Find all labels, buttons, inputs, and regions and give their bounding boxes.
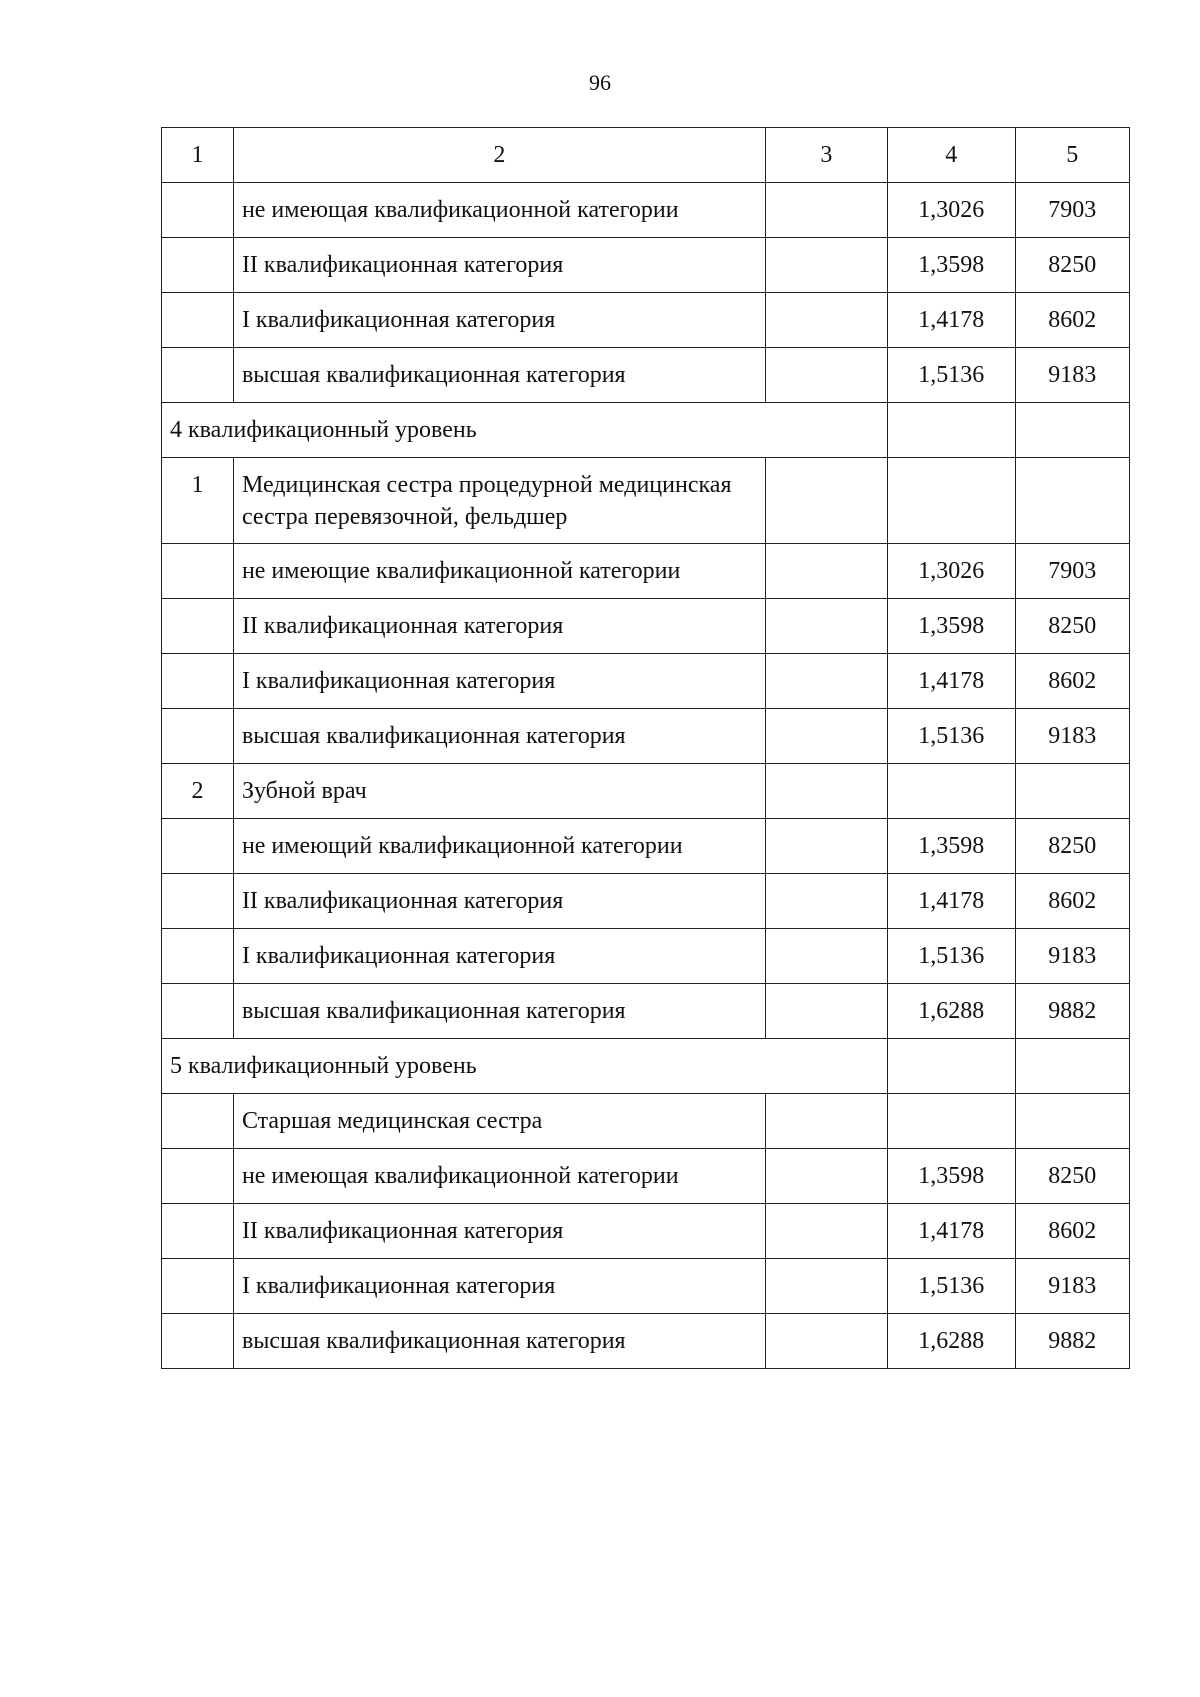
- header-col-2: 2: [233, 128, 765, 183]
- position-name-cell: II квалификационная категория: [233, 1204, 765, 1259]
- salary-cell: 8250: [1015, 1149, 1130, 1204]
- position-name-cell: не имеющая квалификационной категории: [233, 1149, 765, 1204]
- coefficient-cell: 1,5136: [887, 348, 1015, 403]
- row-number-cell: [162, 599, 234, 654]
- table-row: [162, 709, 1130, 764]
- row-number-cell: [162, 1094, 234, 1149]
- column-3-cell: [765, 1094, 887, 1149]
- salary-cell: [1015, 458, 1130, 544]
- row-number-cell: [162, 1314, 234, 1369]
- coefficient-cell: 1,5136: [887, 1259, 1015, 1314]
- row-number-cell: 2: [162, 764, 234, 819]
- position-name-cell: I квалификационная категория: [233, 929, 765, 984]
- column-3-cell: [765, 1259, 887, 1314]
- row-number-cell: [162, 874, 234, 929]
- salary-coefficient-table: [161, 127, 1130, 1369]
- empty-cell: [1015, 403, 1130, 458]
- empty-cell: [887, 403, 1015, 458]
- coefficient-cell: 1,3598: [887, 599, 1015, 654]
- position-name-cell: II квалификационная категория: [233, 599, 765, 654]
- coefficient-cell: 1,4178: [887, 1204, 1015, 1259]
- salary-cell: 9183: [1015, 1259, 1130, 1314]
- salary-cell: 9183: [1015, 709, 1130, 764]
- position-name-cell: высшая квалификационная категория: [233, 1314, 765, 1369]
- salary-cell: 9183: [1015, 929, 1130, 984]
- position-name-cell: I квалификационная категория: [233, 1259, 765, 1314]
- position-name-cell: Зубной врач: [233, 764, 765, 819]
- column-3-cell: [765, 599, 887, 654]
- table-row: [162, 1204, 1130, 1259]
- table-row: [162, 599, 1130, 654]
- row-number-cell: [162, 709, 234, 764]
- salary-cell: 8602: [1015, 1204, 1130, 1259]
- row-number-cell: [162, 348, 234, 403]
- row-number-cell: 1: [162, 458, 234, 544]
- column-3-cell: [765, 293, 887, 348]
- row-number-cell: [162, 1204, 234, 1259]
- position-name-cell: Медицинская сестра процедурной медицинская сестра перевязочной, фельдшер: [233, 458, 765, 544]
- coefficient-cell: 1,6288: [887, 984, 1015, 1039]
- row-number-cell: [162, 183, 234, 238]
- position-name-cell: не имеющая квалификационной категории: [233, 183, 765, 238]
- column-3-cell: [765, 764, 887, 819]
- table-row: [162, 348, 1130, 403]
- row-number-cell: [162, 1259, 234, 1314]
- row-number-cell: [162, 984, 234, 1039]
- coefficient-cell: 1,4178: [887, 293, 1015, 348]
- column-3-cell: [765, 183, 887, 238]
- position-name-cell: не имеющие квалификационной категории: [233, 544, 765, 599]
- column-3-cell: [765, 709, 887, 764]
- empty-cell: [887, 1039, 1015, 1094]
- coefficient-cell: 1,4178: [887, 874, 1015, 929]
- table-row: [162, 183, 1130, 238]
- qualification-level-row: [162, 403, 1130, 458]
- qualification-level-row: [162, 1039, 1130, 1094]
- position-name-cell: I квалификационная категория: [233, 293, 765, 348]
- salary-cell: 8250: [1015, 819, 1130, 874]
- table-row: [162, 238, 1130, 293]
- row-number-cell: [162, 1149, 234, 1204]
- coefficient-cell: [887, 1094, 1015, 1149]
- salary-cell: 9882: [1015, 1314, 1130, 1369]
- row-number-cell: [162, 238, 234, 293]
- table-body: [162, 128, 1130, 1369]
- column-3-cell: [765, 874, 887, 929]
- coefficient-cell: 1,3026: [887, 183, 1015, 238]
- table-row: [162, 819, 1130, 874]
- table-row: [162, 874, 1130, 929]
- column-3-cell: [765, 1314, 887, 1369]
- table-row: [162, 1094, 1130, 1149]
- salary-cell: [1015, 1094, 1130, 1149]
- salary-cell: 8250: [1015, 599, 1130, 654]
- position-name-cell: II квалификационная категория: [233, 874, 765, 929]
- page-number: 96: [589, 70, 611, 95]
- coefficient-cell: [887, 458, 1015, 544]
- row-number-cell: [162, 819, 234, 874]
- column-3-cell: [765, 458, 887, 544]
- salary-cell: 9882: [1015, 984, 1130, 1039]
- coefficient-cell: 1,3598: [887, 238, 1015, 293]
- table-row: [162, 764, 1130, 819]
- coefficient-cell: [887, 764, 1015, 819]
- row-number-cell: [162, 293, 234, 348]
- salary-cell: 8602: [1015, 654, 1130, 709]
- coefficient-cell: 1,4178: [887, 654, 1015, 709]
- salary-cell: 8250: [1015, 238, 1130, 293]
- table-row: [162, 458, 1130, 544]
- coefficient-cell: 1,6288: [887, 1314, 1015, 1369]
- column-3-cell: [765, 819, 887, 874]
- position-name-cell: II квалификационная категория: [233, 238, 765, 293]
- salary-cell: 7903: [1015, 544, 1130, 599]
- table-row: [162, 929, 1130, 984]
- table-row: [162, 1314, 1130, 1369]
- column-3-cell: [765, 929, 887, 984]
- row-number-cell: [162, 929, 234, 984]
- column-3-cell: [765, 1149, 887, 1204]
- qualification-level-label: 4 квалификационный уровень: [162, 403, 888, 458]
- header-col-5: 5: [1015, 128, 1130, 183]
- column-3-cell: [765, 1204, 887, 1259]
- row-number-cell: [162, 544, 234, 599]
- column-3-cell: [765, 238, 887, 293]
- salary-cell: 9183: [1015, 348, 1130, 403]
- table-row: [162, 1259, 1130, 1314]
- table-header-row: [162, 128, 1130, 183]
- qualification-level-label: 5 квалификационный уровень: [162, 1039, 888, 1094]
- salary-cell: 8602: [1015, 293, 1130, 348]
- salary-cell: 7903: [1015, 183, 1130, 238]
- column-3-cell: [765, 984, 887, 1039]
- column-3-cell: [765, 544, 887, 599]
- coefficient-cell: 1,3598: [887, 819, 1015, 874]
- coefficient-cell: 1,3598: [887, 1149, 1015, 1204]
- coefficient-cell: 1,5136: [887, 709, 1015, 764]
- position-name-cell: Старшая медицинская сестра: [233, 1094, 765, 1149]
- header-col-4: 4: [887, 128, 1015, 183]
- position-name-cell: высшая квалификационная категория: [233, 709, 765, 764]
- table-row: [162, 1149, 1130, 1204]
- header-col-3: 3: [765, 128, 887, 183]
- row-number-cell: [162, 654, 234, 709]
- position-name-cell: высшая квалификационная категория: [233, 984, 765, 1039]
- salary-cell: [1015, 764, 1130, 819]
- table-row: [162, 654, 1130, 709]
- position-name-cell: I квалификационная категория: [233, 654, 765, 709]
- column-3-cell: [765, 654, 887, 709]
- coefficient-cell: 1,3026: [887, 544, 1015, 599]
- column-3-cell: [765, 348, 887, 403]
- table-row: [162, 544, 1130, 599]
- empty-cell: [1015, 1039, 1130, 1094]
- salary-cell: 8602: [1015, 874, 1130, 929]
- header-col-1: 1: [162, 128, 234, 183]
- table-row: [162, 984, 1130, 1039]
- position-name-cell: высшая квалификационная категория: [233, 348, 765, 403]
- table-row: [162, 293, 1130, 348]
- position-name-cell: не имеющий квалификационной категории: [233, 819, 765, 874]
- coefficient-cell: 1,5136: [887, 929, 1015, 984]
